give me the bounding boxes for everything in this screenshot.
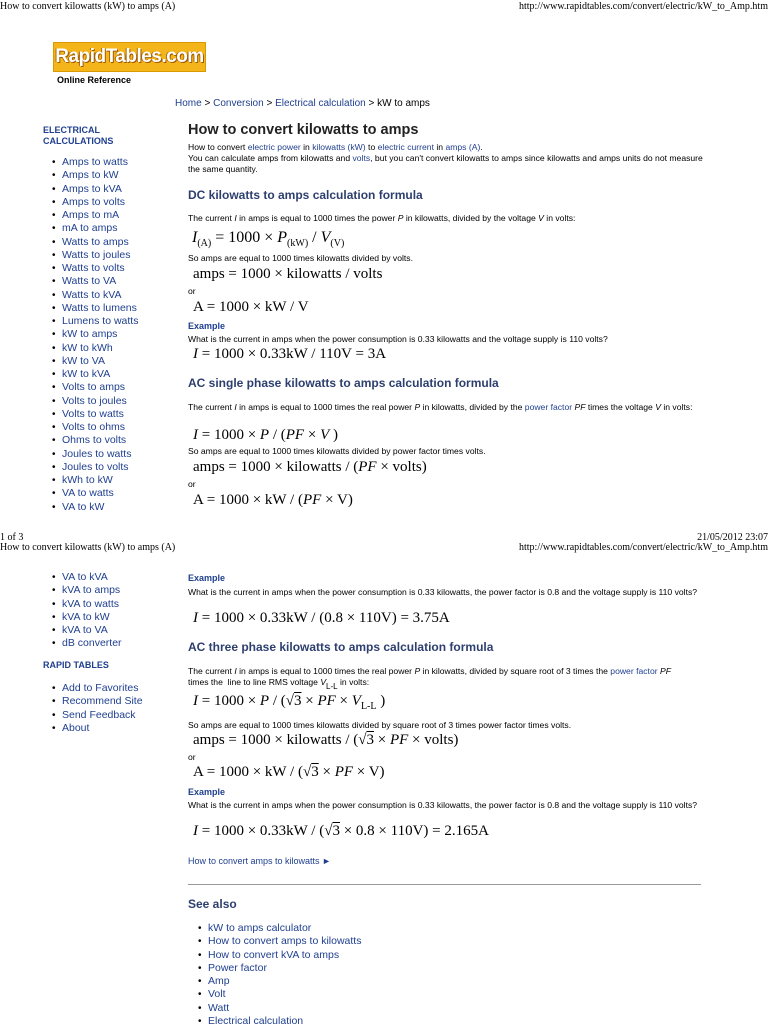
list-item (52, 249, 138, 262)
logo-tagline: Online Reference (57, 75, 132, 85)
list-item (52, 571, 122, 584)
site-logo[interactable] (53, 42, 206, 72)
breadcrumb-sep: > (266, 98, 273, 109)
list-item (52, 695, 143, 708)
sidebar-link-volts-to-joules[interactable]: Volts to joules (62, 394, 127, 407)
sidebar-link-va-to-kva[interactable]: VA to kVA (62, 571, 108, 583)
next-article-link[interactable]: How to convert amps to kilowatts ► (188, 856, 331, 866)
list-item (52, 584, 122, 597)
link-kilowatts[interactable]: kilowatts (kW) (312, 142, 366, 152)
intro-text: How to convert (188, 142, 248, 152)
sidebar-link-watts-to-va[interactable]: Watts to VA (62, 275, 117, 288)
sidebar-link-volts-to-amps[interactable]: Volts to amps (62, 381, 126, 394)
ac3-or: or (188, 752, 196, 762)
intro-text: , but you can't convert kilowatts to amps since kilowatts and amps units do not measure the same quantity. (188, 153, 703, 174)
list-item (52, 381, 138, 394)
see-also-link-how-to-convert-amps-to-kilowatts[interactable]: How to convert amps to kilowatts (208, 935, 362, 948)
link-amps[interactable]: amps (A) (445, 142, 481, 152)
sidebar-link-watts-to-lumens[interactable]: Watts to lumens (62, 301, 137, 314)
list-item (52, 169, 138, 182)
see-also-list (198, 922, 361, 1028)
ac1-example-formula: I = 1000 × 0.33kW / (0.8 × 110V) = 3.75A (193, 610, 450, 626)
list-item (52, 709, 143, 722)
sidebar-link-watts-to-amps[interactable]: Watts to amps (62, 235, 129, 248)
list-item (52, 421, 138, 434)
intro-text: to (365, 142, 378, 152)
list-item (52, 355, 138, 368)
list-item (52, 682, 143, 695)
divider (188, 884, 701, 885)
rapid-link-send-feedback[interactable]: Send Feedback (62, 708, 136, 721)
sidebar-link-va-to-watts[interactable]: VA to watts (62, 487, 114, 500)
list-item (198, 988, 361, 1001)
list-item (52, 196, 138, 209)
list-item (52, 722, 143, 735)
rapid-link-add-to-favorites[interactable]: Add to Favorites (62, 682, 139, 694)
list-item (198, 949, 361, 962)
dc-description: The current I in amps is equal to 1000 times the power P in kilowatts, divided by the voltage V in volts: (188, 213, 576, 223)
sidebar-link-lumens-to-watts[interactable]: Lumens to watts (62, 315, 139, 327)
list-item (52, 501, 138, 514)
list-item (52, 156, 138, 169)
intro-text: You can calculate amps from kilowatts and (188, 153, 353, 163)
dc-text-2: So amps are equal to 1000 times kilowatts divided by volts. (188, 253, 413, 263)
list-item (198, 935, 361, 948)
sidebar-link-amps-to-ma[interactable]: Amps to mA (62, 209, 120, 221)
ac1-description: The current I in amps is equal to 1000 times the real power P in kilowatts, divided by the power factor PF times the voltage V in volts: (188, 402, 693, 412)
section-heading-ac-three: AC three phase kilowatts to amps calculation formula (188, 640, 494, 654)
ac1-text-2: So amps are equal to 1000 times kilowatts divided by power factor times volts. (188, 446, 486, 456)
list-item (52, 302, 138, 315)
sidebar-link-kw-to-kwh[interactable]: kW to kWh (62, 341, 113, 354)
sidebar-link-amps-to-kw[interactable]: Amps to kW (62, 169, 119, 182)
see-also-link-watt[interactable]: Watt (208, 1001, 230, 1014)
ac3-formula-1: I = 1000 × P / (√3 × PF × $V_{L-L}$ ) (193, 693, 386, 712)
sidebar-list-continued (52, 571, 122, 651)
link-power-factor-2[interactable]: power factor (610, 666, 658, 676)
sidebar-link-kw-to-amps[interactable]: kW to amps (62, 328, 118, 341)
sidebar-link-volts-to-watts[interactable]: Volts to watts (62, 407, 124, 420)
ac1-example-text: What is the current in amps when the power consumption is 0.33 kilowatts, the power factor is 0.8 and the voltage supply is 110 volts? (188, 587, 698, 597)
ac3-example-text: What is the current in amps when the power consumption is 0.33 kilowatts, the power factor is 0.8 and the voltage supply is 110 volts? (188, 800, 698, 810)
list-item (198, 922, 361, 935)
sidebar-link-ma-to-amps[interactable]: mA to amps (62, 222, 118, 235)
see-also-link-electrical-calculation[interactable]: Electrical calculation (208, 1014, 304, 1027)
dc-formula-3: A = 1000 × kW / V (193, 299, 309, 315)
list-item (52, 222, 138, 235)
breadcrumb-sep: > (204, 98, 211, 109)
sidebar-link-va-to-kw[interactable]: VA to kW (62, 500, 105, 513)
print-header-title-2: How to convert kilowatts (kW) to amps (A) (0, 542, 176, 553)
sidebar-heading-rapid: RAPID TABLES (43, 660, 109, 670)
dc-formula-2: amps = 1000 × kilowatts / volts (193, 266, 383, 282)
breadcrumb-current: kW to amps (377, 98, 430, 109)
sidebar-link-kwh-to-kw[interactable]: kWh to kW (62, 474, 113, 486)
breadcrumb-conversion[interactable]: Conversion (213, 98, 264, 109)
see-also-link-how-to-convert-kva-to-amps[interactable]: How to convert kVA to amps (208, 948, 340, 961)
ac1-formula-1: I = 1000 × P / (PF × V ) (193, 427, 338, 443)
list-item (52, 315, 138, 328)
ac3-description: The current I in amps is equal to 1000 times the real power P in kilowatts, divided by square root of 3 times the power factor PF times the line to line RMS voltage VL-L in volts: (188, 666, 671, 691)
list-item (52, 368, 138, 381)
sidebar-link-watts-to-kva[interactable]: Watts to kVA (62, 288, 122, 301)
link-power-factor[interactable]: power factor (524, 402, 573, 412)
sidebar-link-joules-to-volts[interactable]: Joules to volts (62, 460, 129, 473)
ac3-text-2: So amps are equal to 1000 times kilowatts divided by square root of 3 times power factor times volts. (188, 720, 572, 730)
sidebar-link-volts-to-ohms[interactable]: Volts to ohms (62, 421, 126, 433)
link-electric-power[interactable]: electric power (247, 142, 301, 152)
list-item (52, 395, 138, 408)
intro-text: in (300, 142, 313, 152)
list-item (52, 487, 138, 500)
sidebar-link-ohms-to-volts[interactable]: Ohms to volts (62, 434, 127, 447)
print-header-url: http://www.rapidtables.com/convert/electric/kW_to_Amp.htm (518, 1, 768, 12)
link-volts[interactable]: volts (352, 153, 371, 163)
ac3-formula-2: amps = 1000 × kilowatts / (√3 × PF × volts) (193, 732, 459, 748)
see-also-link-kw-to-amps-calculator[interactable]: kW to amps calculator (208, 922, 312, 934)
sidebar-rapid-list (52, 682, 143, 735)
list-item (52, 275, 138, 288)
list-item (52, 434, 138, 447)
see-also-heading: See also (188, 897, 237, 911)
breadcrumb-home[interactable]: Home (175, 98, 202, 109)
sidebar-link-kw-to-kva[interactable]: kW to kVA (62, 368, 111, 380)
print-header-title: How to convert kilowatts (kW) to amps (A) (0, 1, 176, 12)
sidebar-link-kva-to-watts[interactable]: kVA to watts (62, 597, 119, 610)
sidebar-link-watts-to-joules[interactable]: Watts to joules (62, 248, 131, 261)
list-item (198, 1002, 361, 1015)
ac1-formula-3: A = 1000 × kW / (PF × V) (193, 492, 353, 508)
print-header-url-2: http://www.rapidtables.com/convert/electric/kW_to_Amp.htm (518, 542, 768, 553)
link-electric-current[interactable]: electric current (377, 142, 434, 152)
sidebar-link-kva-to-va[interactable]: kVA to VA (62, 624, 108, 636)
see-also-link-amp[interactable]: Amp (208, 975, 230, 987)
ac1-formula-2: amps = 1000 × kilowatts / (PF × volts) (193, 459, 427, 475)
list-item (198, 975, 361, 988)
ac1-or: or (188, 479, 196, 489)
list-item (52, 236, 138, 249)
list-item (52, 408, 138, 421)
sidebar-link-kva-to-kw[interactable]: kVA to kW (62, 610, 110, 623)
list-item (52, 611, 122, 624)
see-also-link-power-factor[interactable]: Power factor (208, 961, 267, 974)
intro-text: in (433, 142, 446, 152)
breadcrumb (175, 98, 430, 109)
sidebar-link-kw-to-va[interactable]: kW to VA (62, 354, 105, 367)
dc-example-label: Example (188, 321, 226, 331)
intro-paragraph (188, 142, 703, 175)
list-item (52, 209, 138, 222)
list-item (198, 962, 361, 975)
dc-example-text: What is the current in amps when the power consumption is 0.33 kilowatts and the voltage supply is 110 volts? (188, 334, 608, 344)
list-item (52, 598, 122, 611)
section-heading-dc: DC kilowatts to amps calculation formula (188, 188, 423, 202)
intro-text: . (480, 142, 483, 152)
ac3-example-formula: I = 1000 × 0.33kW / (√3 × 0.8 × 110V) = 2.165A (193, 823, 489, 839)
list-item (52, 262, 138, 275)
breadcrumb-sep: > (368, 98, 375, 109)
page-title: How to convert kilowatts to amps (188, 122, 419, 138)
sidebar-link-joules-to-watts[interactable]: Joules to watts (62, 447, 132, 460)
rapid-link-about[interactable]: About (62, 721, 90, 734)
list-item (52, 289, 138, 302)
list-item (52, 328, 138, 341)
list-item (198, 1015, 361, 1028)
rapid-link-recommend-site[interactable]: Recommend Site (62, 695, 143, 708)
sidebar-link-watts-to-volts[interactable]: Watts to volts (62, 262, 125, 274)
sidebar-link-kva-to-amps[interactable]: kVA to amps (62, 584, 121, 597)
ac3-example-label: Example (188, 787, 226, 797)
dc-example-formula: I = 1000 × 0.33kW / 110V = 3A (193, 346, 387, 362)
sidebar-list (52, 156, 138, 514)
sidebar-link-amps-to-watts[interactable]: Amps to watts (62, 156, 128, 168)
list-item (52, 342, 138, 355)
list-item (52, 448, 138, 461)
sidebar-link-amps-to-kva[interactable]: Amps to kVA (62, 182, 122, 195)
sidebar-link-db-converter[interactable]: dB converter (62, 637, 122, 650)
logo-text: RapidTables.com (55, 46, 204, 67)
sidebar-link-amps-to-volts[interactable]: Amps to volts (62, 195, 126, 208)
dc-or: or (188, 286, 196, 296)
ac1-example-label: Example (188, 573, 226, 583)
print-footer-page-num: 1 of 3 (0, 532, 24, 543)
list-item (52, 624, 122, 637)
sidebar-heading-electrical: ELECTRICAL CALCULATIONS (43, 125, 114, 146)
dc-formula-1: $I_{(A)} = 1000 \times P_{(kW)} / V_{(V)}$ (192, 229, 345, 249)
breadcrumb-electrical[interactable]: Electrical calculation (275, 98, 366, 109)
see-also-link-volt[interactable]: Volt (208, 988, 226, 1001)
list-item (52, 461, 138, 474)
ac3-formula-3: A = 1000 × kW / (√3 × PF × V) (193, 764, 385, 780)
section-heading-ac-single: AC single phase kilowatts to amps calculation formula (188, 376, 499, 390)
list-item (52, 637, 122, 650)
list-item (52, 474, 138, 487)
list-item (52, 183, 138, 196)
print-footer-date: 21/05/2012 23:07 (697, 532, 768, 543)
